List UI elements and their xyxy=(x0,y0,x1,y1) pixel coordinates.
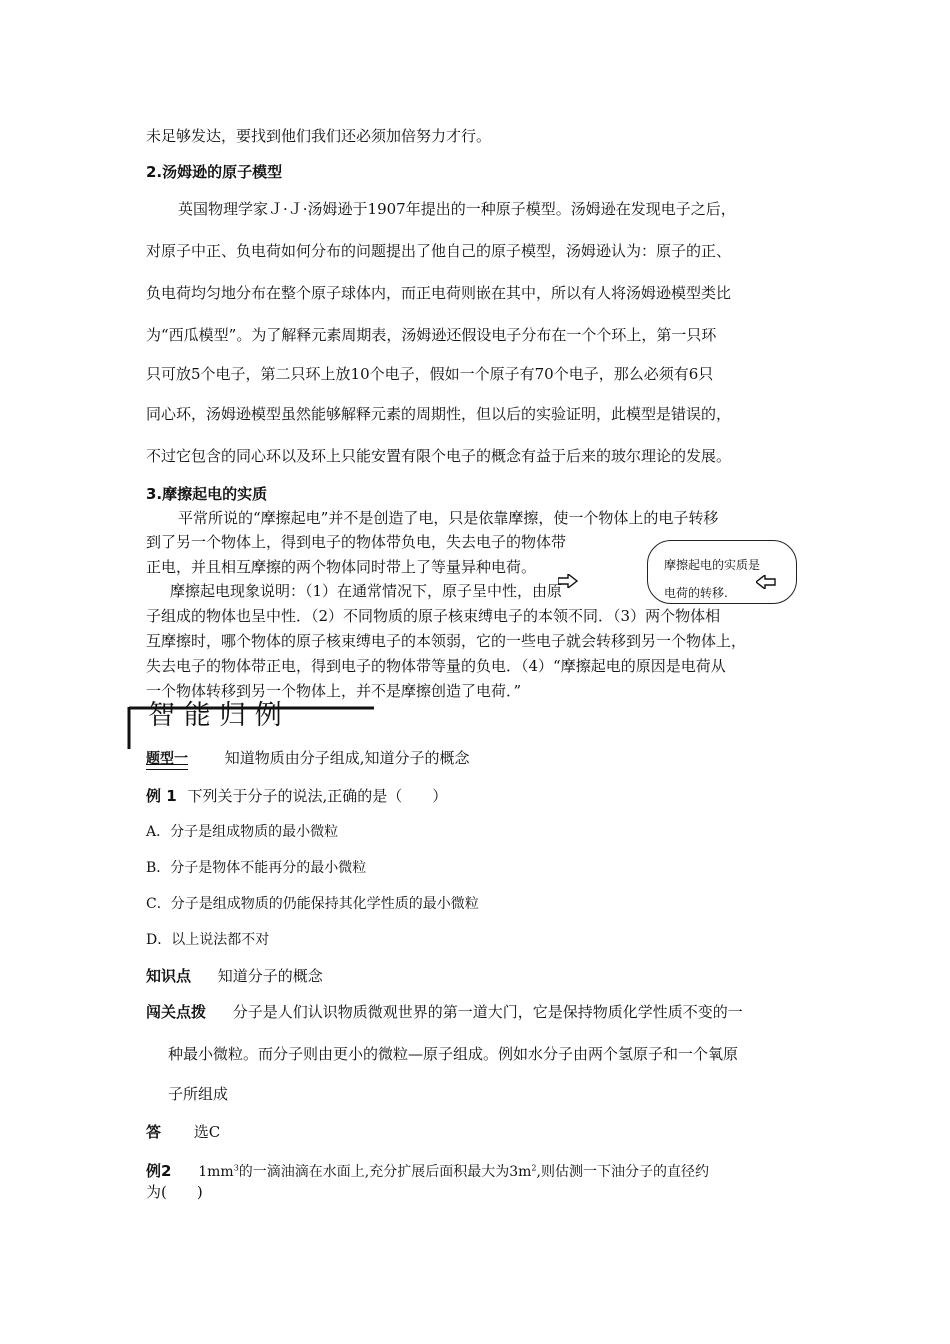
topic-text: 知道物质由分子组成,知道分子的概念 xyxy=(224,749,470,767)
example-2-label: 例2 xyxy=(146,1161,172,1180)
tip-line-1: 分子是人们认识物质微观世界的第一道大门，它是保持物质化学性质不变的一 xyxy=(232,1003,743,1021)
ex2-post: ,则估测一下油分子的直径约 xyxy=(536,1163,709,1180)
sec3-line-7: 失去电子的物体带正电，得到电子的物体带等量的负电．（4）“摩擦起电的原因是电荷从 xyxy=(146,657,726,675)
ex2-pre: 1mm xyxy=(198,1163,234,1180)
example-2-text xyxy=(198,1164,709,1180)
knowledge-label: 知识点 xyxy=(146,967,192,985)
option-c: C．分子是组成物质的仍能保持其化学性质的最小微粒 xyxy=(146,896,479,912)
callout-bubble xyxy=(647,540,797,604)
example-1-question: 下列关于分子的说法,正确的是（ ） xyxy=(187,787,448,805)
answer-row xyxy=(146,1122,220,1142)
example-2-line-2: 为( ) xyxy=(146,1183,203,1201)
tip-row xyxy=(146,1002,743,1022)
paragraph-continuation: 未足够发达，要找到他们我们还必须加倍努力才行。 xyxy=(146,127,492,145)
answer-text: 选C xyxy=(193,1123,221,1141)
example-2-question-row xyxy=(146,1158,709,1182)
sec2-line-1: 英国物理学家Ｊ·Ｊ·汤姆逊于1907年提出的一种原子模型。汤姆逊在发现电子之后， xyxy=(178,200,736,218)
arrow-right-icon xyxy=(558,574,578,588)
sec3-line-3: 正电，并且相互摩擦的两个物体同时带上了等量异种电荷。 xyxy=(146,558,537,576)
sec3-line-6: 互摩擦时，哪个物体的原子核束缚电子的本领弱，它的一些电子就会转移到另一个物体上， xyxy=(146,632,747,650)
ex2-mid: 的一滴油滴在水面上,充分扩展后面积最大为3m xyxy=(238,1163,532,1180)
example-1-question-row xyxy=(146,786,447,806)
sec2-line-3: 负电荷均匀地分布在整个原子球体内，而正电荷则嵌在其中，所以有人将汤姆逊模型类比 xyxy=(146,284,732,302)
option-b: B．分子是物体不能再分的最小微粒 xyxy=(146,860,367,876)
topic-row xyxy=(146,748,470,770)
option-a: A．分子是组成物质的最小微粒 xyxy=(146,824,339,840)
callout-line-1: 摩擦起电的实质是 xyxy=(664,558,761,572)
banner-bracket xyxy=(125,704,375,750)
tip-line-3: 子所组成 xyxy=(168,1085,229,1103)
knowledge-row xyxy=(146,966,323,986)
arrow-left-icon xyxy=(756,575,776,589)
answer-label: 答 xyxy=(146,1123,162,1141)
sec3-line-8: 一个物体转移到另一个物体上，并不是摩擦创造了电荷．” xyxy=(146,682,522,700)
sec2-line-4: 为“西瓜模型”。为了解释元素周期表，汤姆逊还假设电子分布在一个个环上，第一只环 xyxy=(146,326,717,344)
sec3-line-2: 到了另一个物体上，得到电子的物体带负电，失去电子的物体带 xyxy=(146,533,567,551)
ex2-sup-2: 2 xyxy=(531,1163,537,1172)
section-2-heading: 2.汤姆逊的原子模型 xyxy=(146,163,283,181)
topic-badge: 题型一 xyxy=(146,749,188,770)
knowledge-text: 知道分子的概念 xyxy=(217,967,323,985)
tip-line-2: 种最小微粒。而分子则由更小的微粒—原子组成。例如水分子由两个氢原子和一个氧原 xyxy=(168,1045,739,1063)
sec2-line-7: 不过它包含的同心环以及环上只能安置有限个电子的概念有益于后来的玻尔理论的发展。 xyxy=(146,447,732,465)
sec2-line-6: 同心环，汤姆逊模型虽然能够解释元素的周期性，但以后的实验证明，此模型是错误的， xyxy=(146,405,732,423)
sec3-line-5: 子组成的物体也呈中性．（2）不同物质的原子核束缚电子的本领不同．（3）两个物体相 xyxy=(146,607,721,625)
section-3-heading: 3.摩擦起电的实质 xyxy=(146,485,268,503)
sec3-line-1: 平常所说的“摩擦起电”并不是创造了电，只是依靠摩擦，使一个物体上的电子转移 xyxy=(178,509,719,527)
option-d: D．以上说法都不对 xyxy=(146,932,270,948)
banner-title: 智 能 归 例 xyxy=(148,700,282,731)
tip-label: 闯关点拨 xyxy=(146,1003,207,1021)
sec2-line-5: 只可放5个电子，第二只环上放10个电子，假如一个原子有70个电子，那么必须有6只 xyxy=(146,365,714,383)
ex2-sup-1: 3 xyxy=(233,1163,239,1172)
sec2-line-2: 对原子中正、负电荷如何分布的问题提出了他自己的原子模型，汤姆逊认为：原子的正、 xyxy=(146,242,732,260)
example-1-label: 例 1 xyxy=(146,787,177,805)
callout-line-2: 电荷的转移. xyxy=(664,586,728,600)
sec3-line-4: 摩擦起电现象说明：（1）在通常情况下，原子呈中性，由原 xyxy=(170,582,563,600)
